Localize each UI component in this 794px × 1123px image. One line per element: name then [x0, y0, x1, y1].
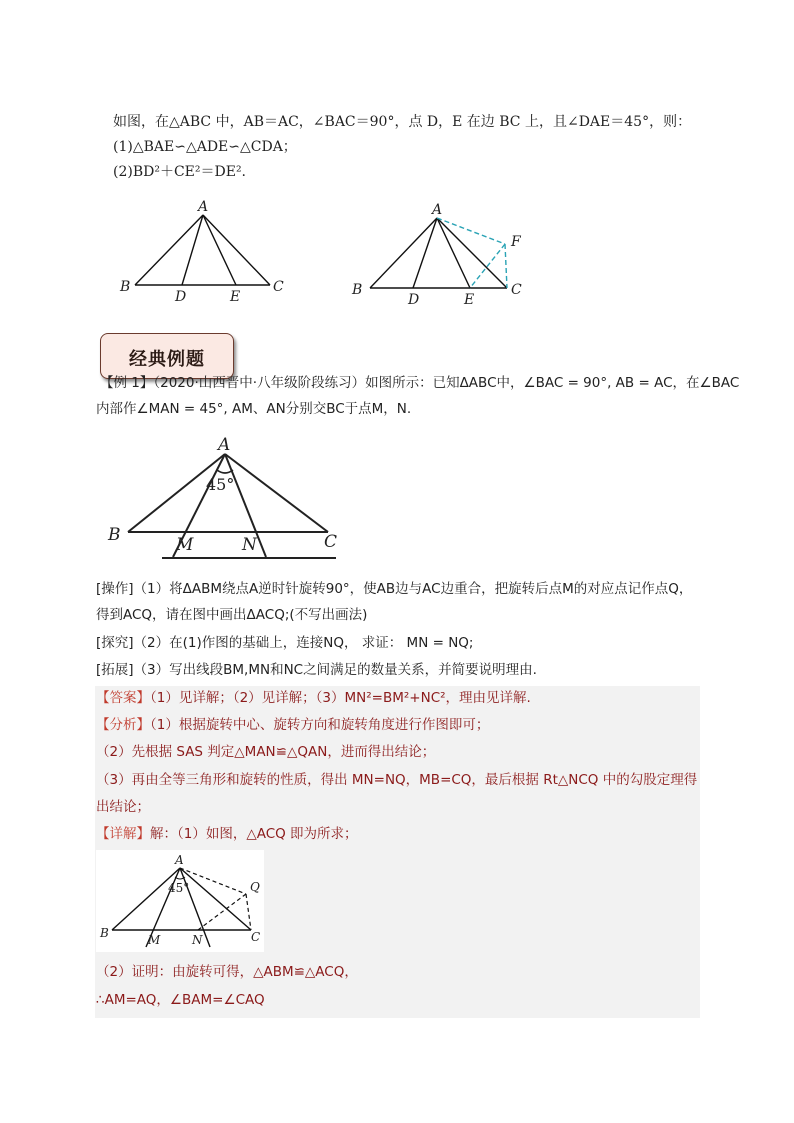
fig4-label-a: A: [175, 853, 184, 867]
task-explore: [探究]（2）在(1)作图的基础上，连接NQ， 求证： MN = NQ;: [96, 635, 474, 651]
fig2-label-f: F: [511, 234, 521, 250]
intro-line-3: (2)BD²＋CE²＝DE².: [113, 164, 247, 180]
fig4-label-c: C: [251, 930, 261, 944]
answer-line: [96, 689, 531, 707]
task-extend: [拓展]（3）写出线段BM,MN和NC之间满足的数量关系，并简要说明理由.: [96, 662, 537, 678]
answer-text: （1）见详解；（2）见详解；（3）MN²=BM²+NC²，理由见详解.: [150, 690, 531, 706]
fig1-label-b: B: [120, 279, 131, 295]
detail-text-1: 解：（1）如图，△ACQ 即为所求；: [150, 826, 358, 842]
fig3-label-c: C: [324, 532, 338, 552]
analysis-line-1: [96, 716, 489, 734]
fig2-label-c: C: [511, 282, 522, 298]
section-badge-label: 经典例题: [129, 349, 205, 370]
fig3-label-n: N: [242, 535, 257, 555]
figure-2-triangle: [350, 198, 530, 313]
fig2-label-d: D: [408, 292, 420, 308]
detail-tag: 【详解】: [96, 826, 150, 842]
figure-1-triangle: [110, 195, 300, 310]
example-line-2: 内部作∠MAN = 45°, AM、AN分别交BC于点M，N.: [96, 401, 412, 417]
intro-line-2: (1)△BAE∽△ADE∽△CDA；: [113, 139, 297, 155]
figure-3-triangle: [100, 432, 350, 562]
fig2-label-e: E: [464, 292, 475, 308]
analysis-tag: 【分析】: [96, 717, 150, 733]
fig4-label-q: Q: [250, 880, 260, 894]
fig3-label-m: M: [176, 535, 194, 555]
analysis-line-2: （2）先根据 SAS 判定△MAN≌△QAN，进而得出结论；: [96, 744, 436, 760]
example-line-1: 【例 1】（2020·山西晋中·八年级阶段练习）如图所示：已知ΔABC中，∠BAC = 90°, AB = AC，在∠BAC: [100, 375, 740, 391]
fig2-label-a: A: [432, 202, 443, 218]
detail-line-3: ∴AM=AQ，∠BAM=∠CAQ: [96, 992, 265, 1008]
detail-line-1: [96, 825, 358, 843]
task-operation-line-1: [操作]（1）将ΔABM绕点A逆时针旋转90°，使AB边与AC边重合，把旋转后点M的对应点记作点Q，: [96, 581, 693, 597]
analysis-text-1: （1）根据旋转中心、旋转方向和旋转角度进行作图即可；: [150, 717, 490, 733]
fig1-label-a: A: [198, 199, 209, 215]
fig4-label-m: M: [148, 933, 161, 947]
fig2-label-b: B: [352, 282, 363, 298]
fig4-label-b: B: [100, 926, 109, 940]
task-operation-line-2: 得到ACQ，请在图中画出ΔACQ;(不写出画法): [96, 607, 368, 623]
detail-line-2: （2）证明：由旋转可得，△ABM≌△ACQ，: [96, 964, 358, 980]
fig1-label-c: C: [273, 279, 284, 295]
analysis-line-4: 出结论；: [96, 799, 150, 815]
fig4-label-n: N: [192, 933, 203, 947]
figure-4-triangle: [96, 850, 264, 952]
fig3-label-a: A: [218, 435, 231, 455]
section-badge: [100, 333, 234, 379]
fig3-label-b: B: [108, 525, 121, 545]
answer-tag: 【答案】: [96, 690, 150, 706]
fig4-angle-label: 45°: [168, 881, 190, 895]
fig1-label-d: D: [175, 289, 187, 305]
intro-line-1: 如图，在△ABC 中，AB＝AC，∠BAC＝90°，点 D，E 在边 BC 上，且∠DAE＝45°，则：: [113, 114, 692, 130]
fig1-label-e: E: [230, 289, 241, 305]
analysis-line-3: （3）再由全等三角形和旋转的性质，得出 MN=NQ，MB=CQ，最后根据 Rt△NCQ 中的勾股定理得: [96, 772, 698, 788]
fig3-angle-label: 45°: [206, 475, 235, 494]
